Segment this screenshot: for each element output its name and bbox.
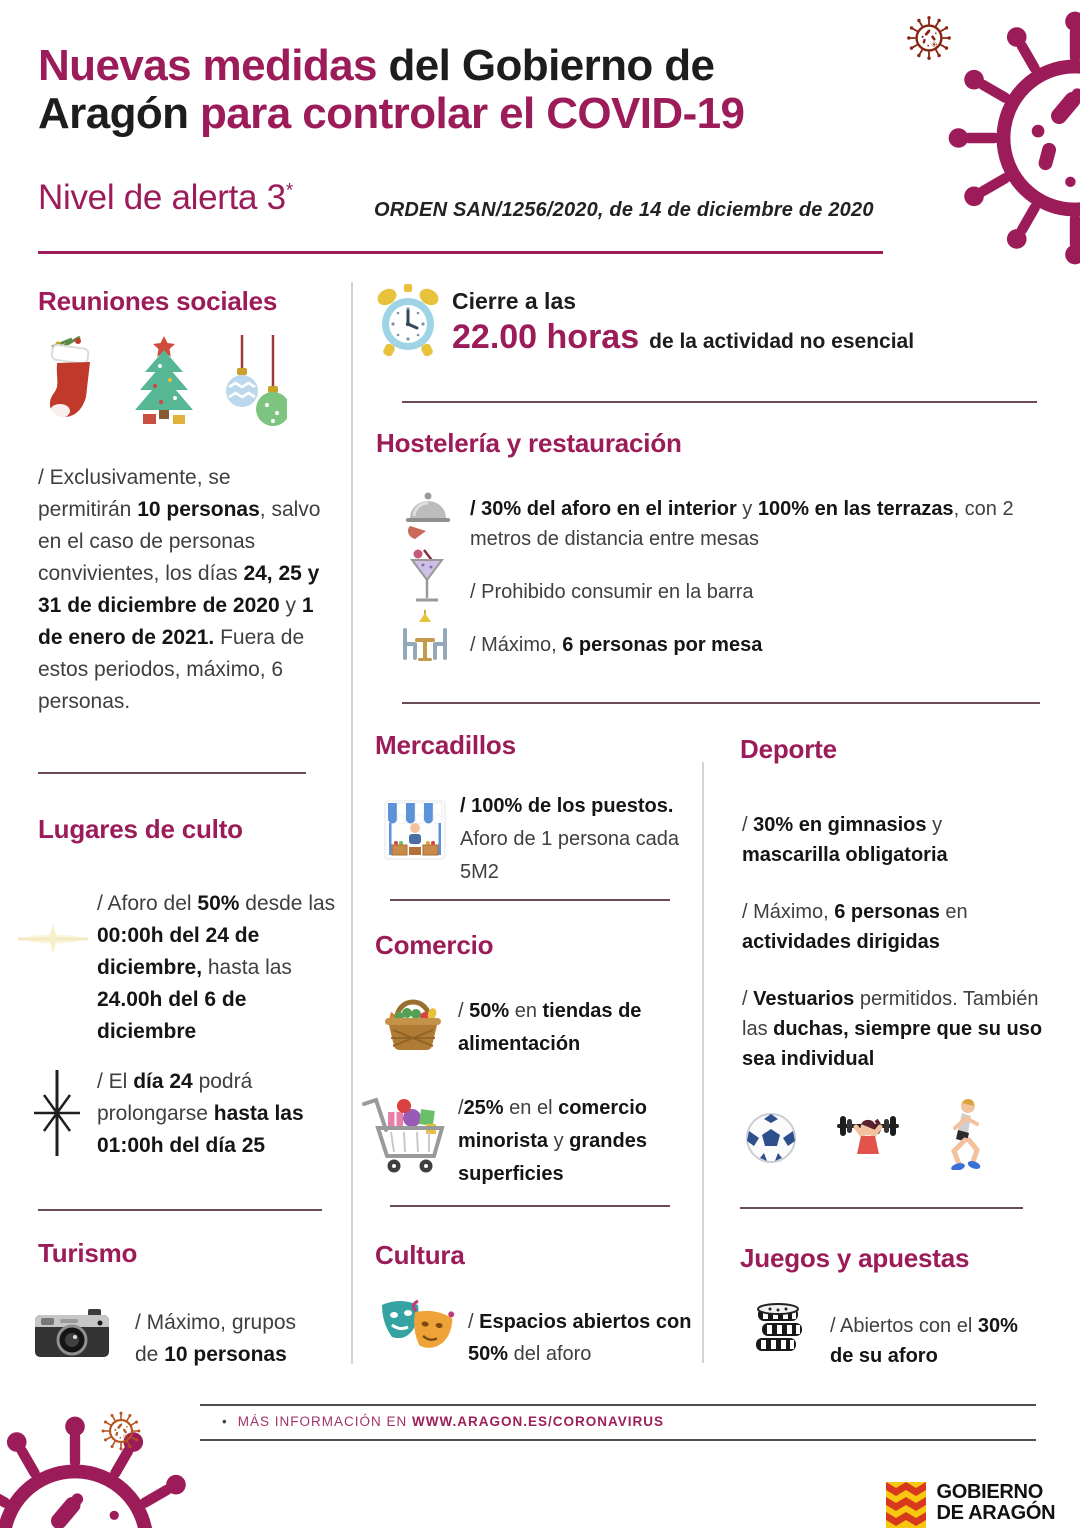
page-title: [38, 42, 898, 138]
aragon-flag-icon: [886, 1482, 926, 1528]
section-title-hosteleria: Hostelería y restauración: [376, 428, 682, 458]
alert-level: Nivel de alerta 3*: [38, 178, 293, 217]
hosteleria-item-2: / Prohibido consumir en la barra: [470, 581, 754, 603]
lugares-item-1: / Aforo del 50% desde las 00:00h del 24 de diciembre, hasta las 24.00h del 6 de diciembre: [97, 892, 336, 1043]
section-title-mercadillos: Mercadillos: [375, 730, 516, 760]
divider: [402, 702, 1040, 704]
more-info: [222, 1414, 664, 1429]
alert-footnote-mark: *: [285, 180, 293, 202]
closing-lead: Cierre a las: [452, 288, 577, 314]
deporte-item-2: / Máximo, 6 personas en actividades dirigidas: [742, 901, 968, 953]
reuniones-text: / Exclusivamente, se permitirán 10 personas, salvo en el caso de personas convivientes, los días 24, 25 y 31 de diciembre de 2020 y 1 de enero de 2021. Fuera de estos periodos, máximo, 6 personas.: [38, 466, 321, 713]
cultura-item: / Espacios abiertos con 50% del aforo: [468, 1311, 692, 1365]
gobierno-aragon-logo: [886, 1482, 1055, 1528]
christmas-ornaments-icon: [225, 335, 287, 427]
footer-rule-top: [200, 1404, 1036, 1406]
divider: [390, 1205, 670, 1207]
more-info-url: WWW.ARAGON.ES/CORONAVIRUS: [412, 1414, 664, 1429]
footer-rule-bottom: [200, 1439, 1036, 1441]
logo-line2: DE ARAGÓN: [936, 1502, 1056, 1524]
divider: [390, 899, 670, 901]
section-title-turismo: Turismo: [38, 1238, 138, 1268]
header-rule: [38, 251, 883, 254]
camera-icon: [34, 1303, 110, 1359]
weightlifter-icon: [836, 1110, 900, 1168]
closing-tail: de la actividad no esencial: [649, 330, 915, 353]
runner-icon: [938, 1098, 988, 1170]
christmas-stocking-icon: [42, 335, 98, 427]
divider: [740, 1207, 1023, 1209]
comercio-item-2: /25% en el comercio minorista y grandes superficies: [458, 1097, 648, 1185]
closing-time-line: [452, 318, 914, 357]
virus-small-bottom-icon: [98, 1408, 144, 1454]
vertical-divider-left: [351, 282, 353, 1364]
divider: [38, 772, 306, 774]
deporte-item-1: / 30% en gimnasios y mascarilla obligatoria: [742, 814, 948, 866]
shopping-cart-icon: [360, 1090, 446, 1174]
section-title-comercio: Comercio: [375, 930, 494, 960]
closing-time: 22.00 horas: [452, 318, 640, 356]
divider: [402, 401, 1037, 403]
turismo-item: / Máximo, grupos de 10 personas: [135, 1311, 297, 1366]
food-basket-icon: [381, 990, 445, 1052]
lugares-item-2: / El día 24 podrá prolongarse hasta las 01:00h del día 25: [97, 1070, 304, 1157]
market-stall-icon: [384, 797, 446, 861]
more-info-label: MÁS INFORMACIÓN EN: [237, 1414, 412, 1429]
serving-cloche-icon: [404, 490, 450, 542]
section-title-lugares: Lugares de culto: [38, 814, 243, 844]
hosteleria-item-1: / 30% del aforo en el interior y 100% en las terrazas, con 2 metros de distancia entre mesas: [470, 498, 1014, 550]
juegos-item: / Abiertos con el 30% de su aforo: [830, 1315, 1018, 1367]
section-title-cultura: Cultura: [375, 1240, 465, 1270]
logo-line1: GOBIERNO: [936, 1481, 1043, 1503]
section-title-deporte: Deporte: [740, 734, 837, 764]
bethlehem-star-icon: [30, 1068, 84, 1158]
section-title-reuniones: Reuniones sociales: [38, 286, 278, 316]
shooting-star-icon: [16, 916, 90, 962]
comercio-item-1: / 50% en tiendas de alimentación: [458, 1000, 642, 1055]
alarm-clock-icon: [376, 282, 440, 360]
coronavirus-icon: [925, 0, 1080, 288]
page-title-line1: Nuevas medidas del Gobierno de: [38, 41, 715, 90]
section-title-juegos: Juegos y apuestas: [740, 1243, 970, 1273]
table-chairs-icon: [399, 608, 451, 662]
cocktail-icon: [410, 548, 444, 606]
divider: [38, 1209, 322, 1211]
soccer-ball-icon: [745, 1112, 797, 1164]
order-reference: ORDEN SAN/1256/2020, de 14 de diciembre de 2020: [374, 199, 874, 221]
bullet-icon: •: [222, 1414, 228, 1429]
poker-chips-icon: [748, 1300, 810, 1362]
hosteleria-item-3: / Máximo, 6 personas por mesa: [470, 634, 763, 656]
christmas-tree-icon: [131, 336, 197, 426]
mercadillos-item: / 100% de los puestos. Aforo de 1 persona cada 5M2: [460, 795, 680, 883]
vertical-divider-right: [702, 762, 704, 1363]
theater-masks-icon: [378, 1297, 456, 1355]
page-title-line2: Aragón para controlar el COVID-19: [38, 89, 745, 138]
deporte-item-3: / Vestuarios permitidos. También las duchas, siempre que su uso sea individual: [742, 988, 1043, 1070]
